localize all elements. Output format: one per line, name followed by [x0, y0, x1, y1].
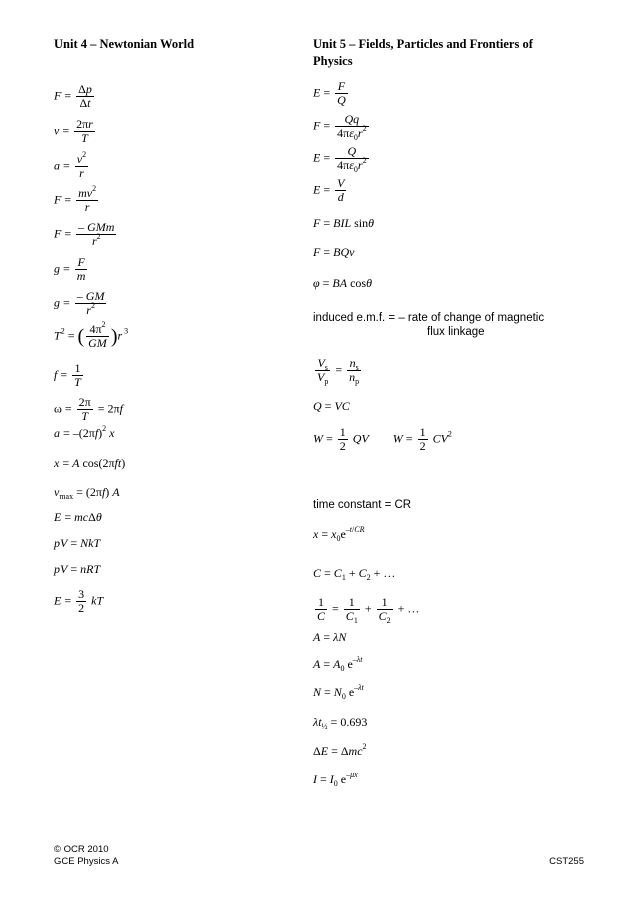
- eq-attenuation: $I = I_0$ $e^{-\mu x}$: [313, 770, 358, 788]
- eq-kepler-third-law: $T^2$ = ( $\frac{4\pi^2}{GM}$ )r $^3$: [54, 320, 129, 350]
- unit5-heading-line2: Physics: [313, 54, 353, 68]
- eq-capacitance: Q = VC: [313, 399, 350, 413]
- emf-statement-line1: induced e.m.f. = – rate of change of magnetic: [313, 312, 545, 324]
- eq-centripetal-accel: a = $\frac{v^2}{r}$: [54, 150, 87, 180]
- time-constant-statement: time constant = CR: [313, 499, 412, 511]
- eq-mass-energy: ΔE = Δmc$^2$: [313, 742, 367, 758]
- eq-transformer: $\frac{V_s}{V_p}$ = $\frac{n_s}{n_p}$: [317, 356, 360, 386]
- eq-field-strength-mass: g = $\frac{- GM}{r^2}$: [54, 289, 105, 317]
- eq-gas-law-moles: pV = nRT: [54, 562, 101, 576]
- eq-field-strength: g = $\frac{F}{m}$: [54, 255, 86, 283]
- eq-capacitor-energy: W = $\frac{1}{2}$ QV W = $\frac{1}{2}$ $CV^2$: [313, 425, 452, 453]
- eq-frequency: f = $\frac{1}{T}$: [54, 361, 81, 389]
- eq-parallel-capacitors: $C = C_1 + C_2$ + …: [313, 566, 396, 582]
- eq-angular-frequency: ω = $\frac{2\pi}{T}$ = 2πf: [54, 395, 123, 423]
- eq-centripetal-force: F = $\frac{mv^2}{r}$: [54, 184, 97, 214]
- eq-half-life: $\lambda t_{\frac{1}{2}} = 0.693$: [313, 715, 368, 731]
- footer-code: CST255: [549, 856, 584, 867]
- half-life-value: 0.693: [340, 715, 368, 729]
- eq-gas-law-molecules: pV = NkT: [54, 536, 101, 550]
- footer-course: GCE Physics A: [54, 856, 119, 867]
- eq-coulomb-force: F = $\frac{Qq}{4\pi\varepsilon_0r^2}$: [313, 112, 367, 142]
- eq-force-charge: F = BQv: [313, 245, 355, 259]
- eq-circular-velocity: v = $\frac{2\pi r}{T}$: [54, 117, 93, 145]
- eq-activity-decay: $A = A_0$ $e^{-\lambda t}$: [313, 655, 363, 673]
- eq-electric-field-point: E = $\frac{Q}{4\pi\varepsilon_0r^2}$: [313, 144, 367, 174]
- eq-kinetic-energy-gas: E = $\frac{3}{2}$ kT: [54, 587, 104, 615]
- eq-force-wire: F = BIL sinθ: [313, 216, 375, 230]
- footer-copyright: © OCR 2010: [54, 844, 109, 855]
- eq-uniform-field: E = $\frac{V}{d}$: [313, 176, 345, 204]
- eq-magnetic-flux: φ = BA cosθ: [313, 276, 372, 290]
- eq-specific-heat: E = mcΔθ: [54, 510, 102, 524]
- eq-series-capacitors: $\frac{1}{C}$ = $\frac{1}{C_1}$ + $\frac{1}{C_2}$ + …: [317, 595, 420, 625]
- eq-capacitor-discharge: $x = x_0e^{-t/CR}$: [313, 525, 365, 543]
- eq-gravitational-force: F = – GMm $r^2$: [54, 220, 115, 248]
- eq-nuclei-decay: $N = N_0$ $e^{-\lambda t}$: [313, 683, 364, 701]
- eq-force-momentum: F = $\frac{\Delta p}{\Delta t}$: [54, 82, 92, 110]
- emf-statement-line2: flux linkage: [427, 326, 485, 338]
- unit4-heading: Unit 4 – Newtonian World: [54, 37, 195, 51]
- eq-electric-field: E = $\frac{F}{Q}$: [313, 79, 346, 107]
- eq-shm-accel: $a = -(2\pi f)^2$ x: [54, 424, 115, 440]
- eq-activity: A = λN: [313, 630, 347, 644]
- eq-shm-displacement: x = A cos(2πft): [54, 456, 126, 470]
- eq-max-velocity: $v_{max} = (2\pi f)$ A: [54, 485, 120, 501]
- unit5-heading-line1: Unit 5 – Fields, Particles and Frontiers of: [313, 37, 533, 51]
